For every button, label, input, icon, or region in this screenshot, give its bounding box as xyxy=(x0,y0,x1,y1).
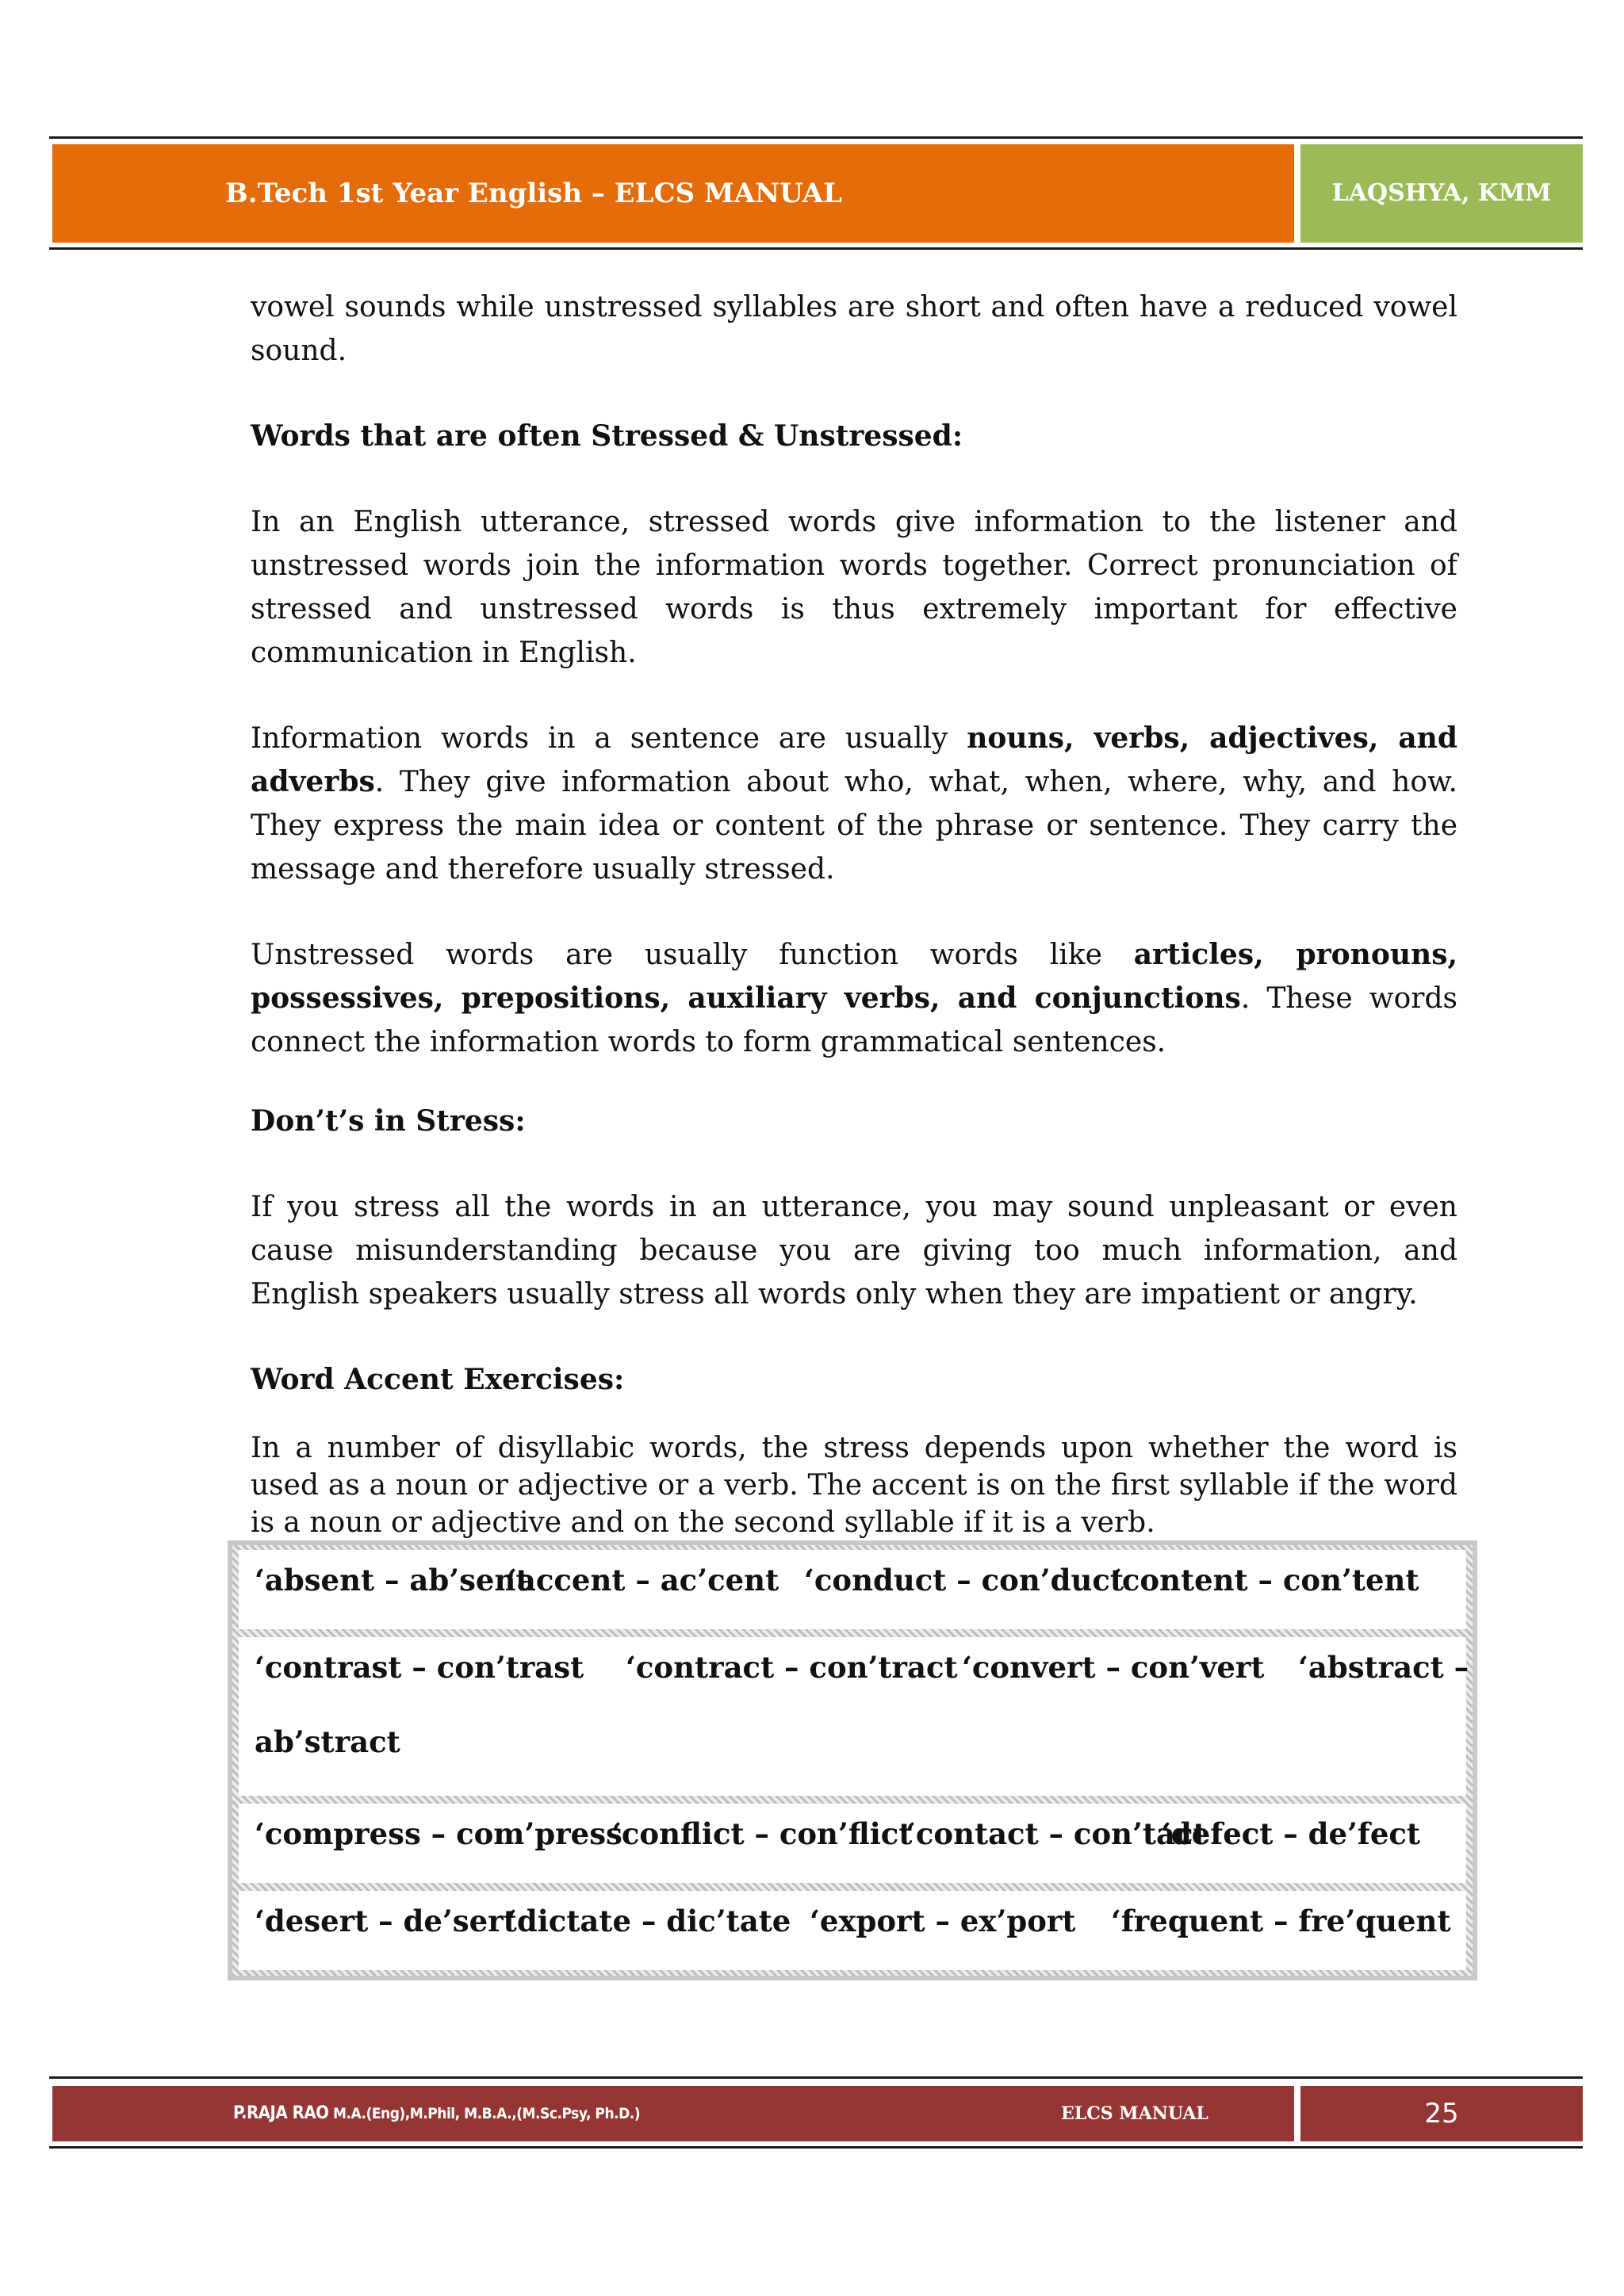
header-title: B.Tech 1st Year English – ELCS MANUAL xyxy=(52,144,1294,243)
word-pair: ‘conflict – con’flict xyxy=(611,1816,913,1851)
footer-manual-label: ELCS MANUAL xyxy=(1061,2103,1208,2124)
paragraph-utterance: In an English utterance, stressed words give information to the listener and unstressed words join the information words together. Correct pronunciation of stressed and unstressed words is thus extremely important for effective communication in English. xyxy=(251,506,1457,669)
header-tag: LAQSHYA, KMM xyxy=(1300,144,1583,243)
word-pair: ‘dictate – dic’tate xyxy=(507,1904,791,1938)
heading-stressed-unstressed: Words that are often Stressed & Unstressed: xyxy=(251,419,963,453)
word-pair: ‘accent – ac’cent xyxy=(507,1563,779,1598)
heading-donts-in-stress: Don’t’s in Stress: xyxy=(251,1104,526,1138)
word-pair: ‘contract – con’tract xyxy=(626,1650,958,1685)
word-pair: ‘contrast – con’trast xyxy=(255,1650,584,1685)
footer-bottom-rule xyxy=(49,2146,1583,2149)
word-pair: ‘defect – de’fect xyxy=(1161,1816,1421,1851)
word-pair-continued: ab’stract xyxy=(255,1724,400,1759)
page-footer xyxy=(49,2086,1583,2141)
word-pair: ‘abstract – xyxy=(1298,1650,1469,1685)
heading-word-accent-exercises: Word Accent Exercises: xyxy=(251,1363,625,1396)
paragraph-disyllabic-words: In a number of disyllabic words, the stress depends upon whether the word is used as a noun or adjective or a verb. The accent is on the first syllable if the word is a noun or adjective and on the second syllable if it is a verb. xyxy=(251,1432,1457,1539)
word-pair: ‘contact – con’tact xyxy=(906,1816,1207,1851)
table-row xyxy=(239,1637,1469,1796)
table-row xyxy=(239,1804,1466,1883)
word-pair: ‘export – ex’port xyxy=(810,1904,1076,1938)
paragraph-vowel-sounds: vowel sounds while unstressed syllables are short and often have a reduced vowel sound. xyxy=(251,291,1457,367)
footer-top-rule xyxy=(49,2076,1583,2079)
table-row xyxy=(239,1550,1466,1629)
paragraph-stress-all-words: If you stress all the words in an utterance, you may sound unpleasant or even cause misunderstanding because you are giving too much information, and English speakers usually stress all words only when they are impatient or angry. xyxy=(251,1191,1457,1311)
word-pair: ‘frequent – fre’quent xyxy=(1111,1904,1451,1938)
page-body xyxy=(251,285,1457,1541)
bold-content-word-classes: nouns, verbs, adjectives, and adverbs xyxy=(251,721,1457,798)
header-top-rule xyxy=(49,136,1583,139)
word-pair: ‘convert – con’vert xyxy=(962,1650,1265,1685)
footer-author: P.RAJA RAO M.A.(Eng),M.Phil, M.B.A.,(M.Sc.Psy, Ph.D.) xyxy=(233,2103,641,2123)
word-pair: ‘conduct – con’duct xyxy=(804,1563,1124,1598)
word-accent-table xyxy=(228,1540,1477,1980)
word-pair: ‘compress – com’press xyxy=(255,1816,622,1851)
header-bottom-rule xyxy=(49,247,1583,250)
bold-function-word-classes: articles, pronouns, possessives, prepositions, auxiliary verbs, and conjunctions xyxy=(251,938,1457,1015)
page-number: 25 xyxy=(1300,2086,1583,2141)
word-pair: ‘desert – de’sert xyxy=(255,1904,517,1938)
page-header xyxy=(49,144,1583,243)
word-pair: ‘content – con’tent xyxy=(1112,1563,1419,1598)
word-pair: ‘absent – ab’sent xyxy=(255,1563,530,1598)
table-row xyxy=(239,1891,1466,1970)
paragraph-function-words: Unstressed words are usually function words like articles, pronouns, possessives, prepositions, auxiliary verbs, and conjunctions. These words connect the information words to form grammatical sentences. xyxy=(251,938,1458,1058)
paragraph-information-words: Information words in a sentence are usually nouns, verbs, adjectives, and adverbs. They give information about who, what, when, where, why, and how. They express the main idea or content of the phrase or sentence. They carry the message and therefore usually stressed. xyxy=(251,721,1457,886)
footer-left-band xyxy=(52,2086,1294,2141)
